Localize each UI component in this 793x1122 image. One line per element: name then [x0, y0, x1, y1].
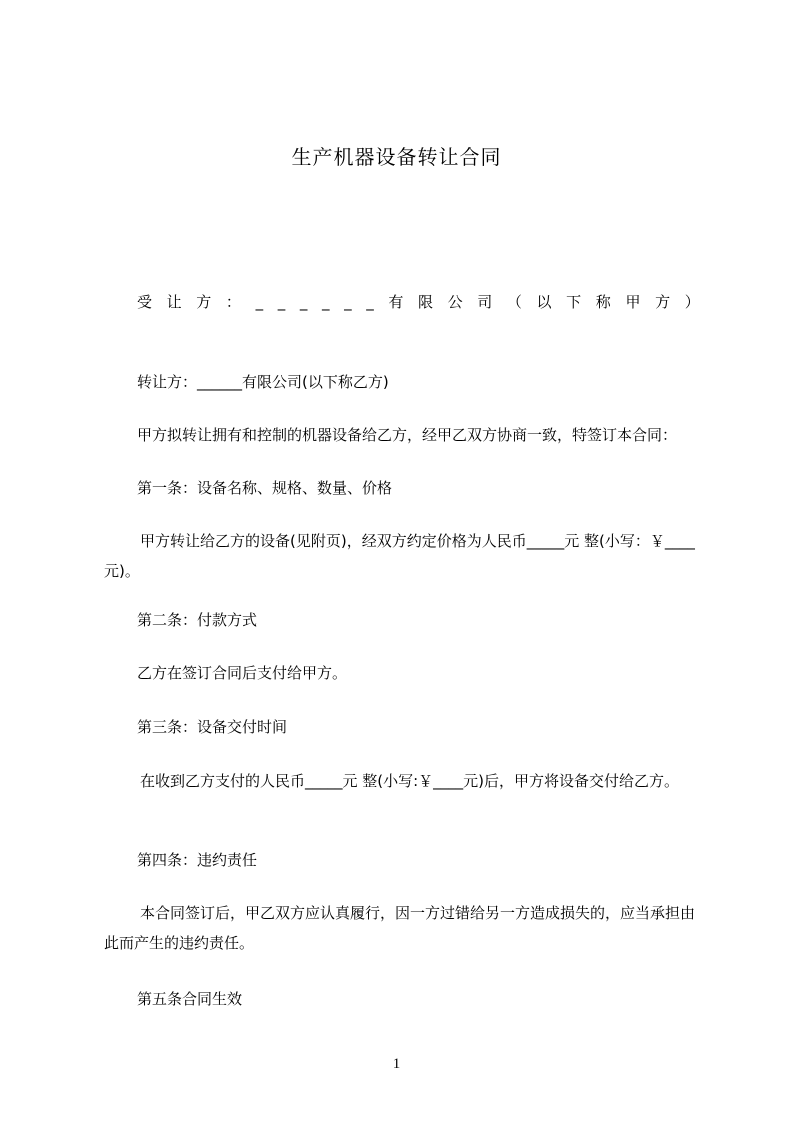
- document-title: 生产机器设备转让合同: [291, 145, 502, 169]
- article-4-body: 本合同签订后，甲乙双方应认真履行，因一方过错给另一方造成损失的，应当承担由此而产生的违约责任。: [104, 904, 696, 952]
- transferee-char: 司: [477, 293, 493, 311]
- transferee-char: 下: [566, 293, 582, 311]
- transferee-char: 称: [595, 293, 611, 311]
- transferee-char: 限: [417, 293, 433, 311]
- transferee-char: 方: [655, 293, 671, 311]
- article-2-body: 乙方在签订合同后支付给甲方。: [137, 664, 348, 682]
- transferee-char: _: [299, 293, 308, 311]
- page-number: 1: [392, 1056, 401, 1072]
- transferee-char: 方: [196, 293, 212, 311]
- article-5-heading: 第五条合同生效: [137, 990, 243, 1008]
- transferee-char: _: [366, 293, 374, 311]
- article-4-heading: 第四条：违约责任: [137, 851, 258, 869]
- article-2-heading: 第二条：付款方式: [137, 611, 258, 629]
- transferee-line: [104, 287, 700, 317]
- transferee-char: 甲: [625, 293, 641, 311]
- article-3-body: 在收到乙方支付的人民币_____元 整(小写:￥____元)后，甲方将设备交付给乙方。: [140, 772, 680, 790]
- transferee-char: （: [506, 293, 522, 311]
- article-1-heading: 第一条：设备名称、规格、数量、价格: [137, 479, 393, 497]
- transferee-char: 公: [447, 293, 463, 311]
- preamble-paragraph: 甲方拟转让拥有和控制的机器设备给乙方，经甲乙双方协商一致，特签订本合同：: [137, 426, 678, 444]
- article-3-heading: 第三条：设备交付时间: [137, 718, 288, 736]
- transferee-char: _: [255, 293, 264, 311]
- article-1-body: 甲方转让给乙方的设备(见附页)，经双方约定价格为人民币_____元 整(小写：￥____元)。: [104, 532, 695, 580]
- transferee-char: 让: [166, 293, 182, 311]
- transferor-line: 转让方：______有限公司(以下称乙方): [137, 373, 389, 391]
- transferee-char: _: [277, 293, 286, 311]
- transferee-char: _: [321, 293, 330, 311]
- transferee-char: ：: [225, 293, 241, 311]
- transferee-char: ）: [684, 293, 700, 311]
- transferee-char: _: [344, 293, 352, 311]
- transferee-char: 有: [388, 293, 404, 311]
- transferee-char: 以: [536, 293, 552, 311]
- transferee-char: 受: [137, 293, 153, 311]
